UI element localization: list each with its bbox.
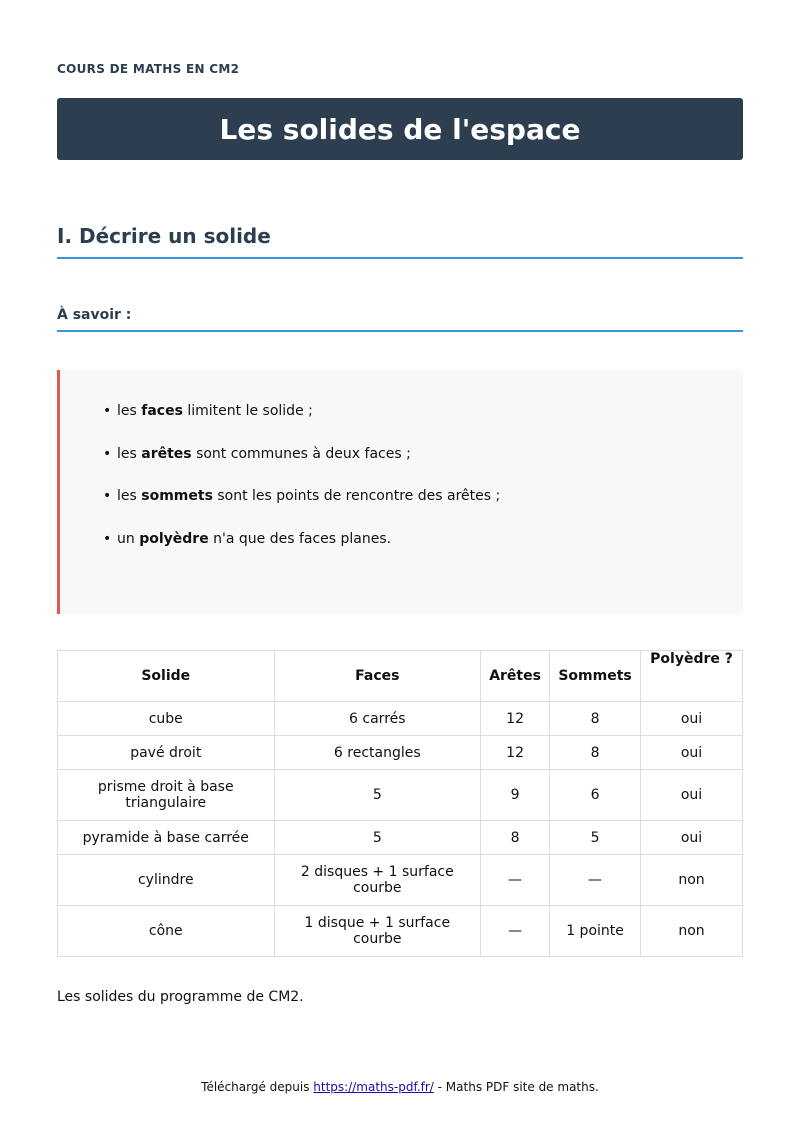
- cell-edges: 12: [481, 736, 550, 770]
- column-header-solid: Solide: [58, 651, 275, 702]
- table-row: [58, 906, 743, 957]
- solids-table: [57, 650, 743, 957]
- table-row: [58, 821, 743, 855]
- title-banner: [57, 98, 743, 160]
- page-title: Les solides de l'espace: [219, 112, 581, 146]
- cell-polyhedron: non: [641, 855, 743, 906]
- cell-solid: pavé droit: [58, 736, 275, 770]
- cell-polyhedron: non: [641, 906, 743, 957]
- cell-faces: 5: [274, 770, 481, 821]
- cell-edges: 9: [481, 770, 550, 821]
- cell-polyhedron: oui: [641, 736, 743, 770]
- cell-vertices: 6: [550, 770, 641, 821]
- course-label: COURS DE MATHS EN CM2: [57, 62, 240, 76]
- definition-box: [57, 370, 743, 614]
- definition-list: [103, 400, 500, 570]
- table-header-row: [58, 651, 743, 702]
- table-row: [58, 736, 743, 770]
- definition-item: • les faces limitent le solide ;: [103, 400, 500, 443]
- cell-vertices: 5: [550, 821, 641, 855]
- cell-solid: cylindre: [58, 855, 275, 906]
- cell-edges: —: [481, 906, 550, 957]
- column-header-faces: Faces: [274, 651, 481, 702]
- cell-edges: 12: [481, 702, 550, 736]
- table-caption: Les solides du programme de CM2.: [57, 989, 304, 1005]
- cell-polyhedron: oui: [641, 702, 743, 736]
- footer-link[interactable]: https://maths-pdf.fr/: [313, 1080, 434, 1094]
- definition-term: arêtes: [141, 445, 192, 462]
- cell-faces: 6 rectangles: [274, 736, 481, 770]
- definition-item: • les arêtes sont communes à deux faces ;: [103, 443, 500, 486]
- definition-item: • les sommets sont les points de rencontre des arêtes ;: [103, 485, 500, 528]
- cell-faces: 6 carrés: [274, 702, 481, 736]
- cell-solid: cône: [58, 906, 275, 957]
- definition-item: • un polyèdre n'a que des faces planes.: [103, 528, 500, 571]
- cell-edges: 8: [481, 821, 550, 855]
- cell-vertices: 8: [550, 702, 641, 736]
- table-row: [58, 702, 743, 736]
- table-row: [58, 770, 743, 821]
- definition-term: faces: [141, 403, 183, 419]
- cell-solid: pyramide à base carrée: [58, 821, 275, 855]
- definition-term: polyèdre: [139, 530, 209, 547]
- column-header-vertices: Sommets: [550, 651, 641, 702]
- table-row: [58, 855, 743, 906]
- cell-solid: cube: [58, 702, 275, 736]
- column-header-edges: Arêtes: [481, 651, 550, 702]
- column-header-polyhedron: Polyèdre ?: [641, 651, 743, 702]
- cell-faces: 2 disques + 1 surface courbe: [274, 855, 481, 906]
- cell-solid: prisme droit à base triangulaire: [58, 770, 275, 821]
- cell-vertices: —: [550, 855, 641, 906]
- definition-term: sommets: [141, 488, 213, 504]
- footer-text-end: - Maths PDF site de maths.: [433, 1080, 599, 1094]
- cell-edges: —: [481, 855, 550, 906]
- section-title: I. Décrire un solide: [57, 224, 743, 259]
- footer-text: Téléchargé depuis: [201, 1080, 314, 1094]
- cell-polyhedron: oui: [641, 770, 743, 821]
- cell-vertices: 8: [550, 736, 641, 770]
- cell-faces: 5: [274, 821, 481, 855]
- cell-vertices: 1 pointe: [550, 906, 641, 957]
- cell-polyhedron: oui: [641, 821, 743, 855]
- subsection-title: À savoir :: [57, 307, 743, 332]
- footer: [0, 1080, 800, 1094]
- cell-faces: 1 disque + 1 surface courbe: [274, 906, 481, 957]
